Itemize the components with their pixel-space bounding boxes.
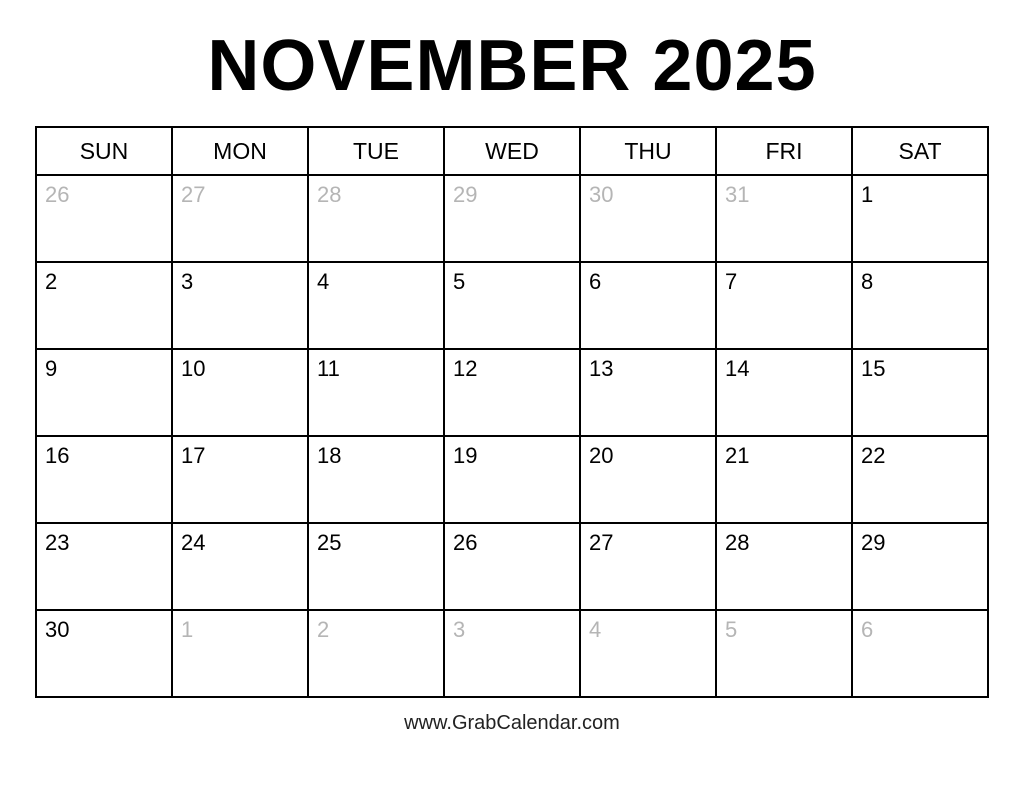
calendar-day-cell[interactable] — [308, 262, 444, 349]
day-number: 10 — [181, 356, 206, 381]
day-number: 16 — [45, 443, 70, 468]
calendar-day-cell[interactable] — [172, 262, 308, 349]
day-number: 2 — [45, 269, 58, 294]
day-number: 11 — [317, 356, 340, 381]
weekday-header-sun: SUN — [36, 127, 172, 175]
day-number: 1 — [861, 182, 874, 207]
calendar-day-cell[interactable] — [852, 610, 988, 697]
day-number: 27 — [181, 182, 206, 207]
calendar-day-cell[interactable] — [36, 610, 172, 697]
day-number: 15 — [861, 356, 886, 381]
day-number: 12 — [453, 356, 478, 381]
day-number: 28 — [725, 530, 750, 555]
calendar-day-cell[interactable] — [716, 349, 852, 436]
calendar-day-cell[interactable] — [308, 349, 444, 436]
calendar-day-cell[interactable] — [716, 523, 852, 610]
day-number: 17 — [181, 443, 206, 468]
day-number: 18 — [317, 443, 342, 468]
calendar-week-row — [36, 262, 988, 349]
day-number: 27 — [589, 530, 614, 555]
calendar-body — [36, 175, 988, 697]
day-number: 6 — [589, 269, 602, 294]
calendar-day-cell[interactable] — [308, 436, 444, 523]
calendar-week-row — [36, 175, 988, 262]
weekday-header-row — [36, 127, 988, 175]
calendar-day-cell[interactable] — [36, 523, 172, 610]
day-number: 22 — [861, 443, 886, 468]
calendar-day-cell[interactable] — [172, 175, 308, 262]
day-number: 31 — [725, 182, 750, 207]
calendar-day-cell[interactable] — [716, 610, 852, 697]
weekday-header-fri: FRI — [716, 127, 852, 175]
calendar-day-cell[interactable] — [36, 175, 172, 262]
day-number: 3 — [453, 617, 466, 642]
day-number: 14 — [725, 356, 750, 381]
calendar-day-cell[interactable] — [308, 523, 444, 610]
calendar-day-cell[interactable] — [172, 436, 308, 523]
calendar-grid — [35, 126, 989, 698]
footer-website: www.GrabCalendar.com — [404, 712, 620, 734]
day-number: 30 — [45, 617, 70, 642]
calendar-day-cell[interactable] — [36, 349, 172, 436]
day-number: 28 — [317, 182, 342, 207]
day-number: 20 — [589, 443, 614, 468]
calendar-header — [36, 127, 988, 175]
day-number: 24 — [181, 530, 206, 555]
calendar-day-cell[interactable] — [580, 436, 716, 523]
calendar-week-row — [36, 523, 988, 610]
day-number: 19 — [453, 443, 478, 468]
day-number: 7 — [725, 269, 738, 294]
calendar-week-row — [36, 436, 988, 523]
calendar-day-cell[interactable] — [444, 175, 580, 262]
calendar-day-cell[interactable] — [580, 349, 716, 436]
day-number: 3 — [181, 269, 194, 294]
day-number: 13 — [589, 356, 614, 381]
calendar-day-cell[interactable] — [444, 523, 580, 610]
calendar-day-cell[interactable] — [444, 349, 580, 436]
page-title: NOVEMBER 2025 — [207, 26, 817, 106]
calendar-day-cell[interactable] — [444, 610, 580, 697]
day-number: 2 — [317, 617, 330, 642]
day-number: 4 — [317, 269, 330, 294]
calendar-day-cell[interactable] — [852, 262, 988, 349]
calendar-day-cell[interactable] — [172, 523, 308, 610]
weekday-header-wed: WED — [444, 127, 580, 175]
calendar-day-cell[interactable] — [308, 175, 444, 262]
calendar-day-cell[interactable] — [308, 610, 444, 697]
day-number: 9 — [45, 356, 58, 381]
day-number: 29 — [861, 530, 886, 555]
weekday-header-thu: THU — [580, 127, 716, 175]
day-number: 21 — [725, 443, 750, 468]
calendar-day-cell[interactable] — [852, 349, 988, 436]
calendar-day-cell[interactable] — [852, 436, 988, 523]
calendar-day-cell[interactable] — [36, 436, 172, 523]
calendar-day-cell[interactable] — [716, 436, 852, 523]
day-number: 5 — [453, 269, 466, 294]
calendar-day-cell[interactable] — [852, 175, 988, 262]
day-number: 23 — [45, 530, 70, 555]
calendar-day-cell[interactable] — [716, 262, 852, 349]
day-number: 6 — [861, 617, 874, 642]
calendar-day-cell[interactable] — [580, 262, 716, 349]
day-number: 4 — [589, 617, 602, 642]
day-number: 1 — [181, 617, 194, 642]
calendar-day-cell[interactable] — [580, 523, 716, 610]
calendar-day-cell[interactable] — [580, 610, 716, 697]
weekday-header-sat: SAT — [852, 127, 988, 175]
day-number: 29 — [453, 182, 478, 207]
day-number: 26 — [453, 530, 478, 555]
calendar-week-row — [36, 349, 988, 436]
calendar-week-row — [36, 610, 988, 697]
calendar-day-cell[interactable] — [444, 262, 580, 349]
weekday-header-mon: MON — [172, 127, 308, 175]
calendar-day-cell[interactable] — [172, 610, 308, 697]
calendar-day-cell[interactable] — [852, 523, 988, 610]
day-number: 5 — [725, 617, 738, 642]
day-number: 30 — [589, 182, 614, 207]
calendar-day-cell[interactable] — [36, 262, 172, 349]
calendar-day-cell[interactable] — [580, 175, 716, 262]
weekday-header-tue: TUE — [308, 127, 444, 175]
day-number: 26 — [45, 182, 70, 207]
day-number: 25 — [317, 530, 342, 555]
calendar-day-cell[interactable] — [444, 436, 580, 523]
calendar-day-cell[interactable] — [716, 175, 852, 262]
day-number: 8 — [861, 269, 874, 294]
calendar-day-cell[interactable] — [172, 349, 308, 436]
